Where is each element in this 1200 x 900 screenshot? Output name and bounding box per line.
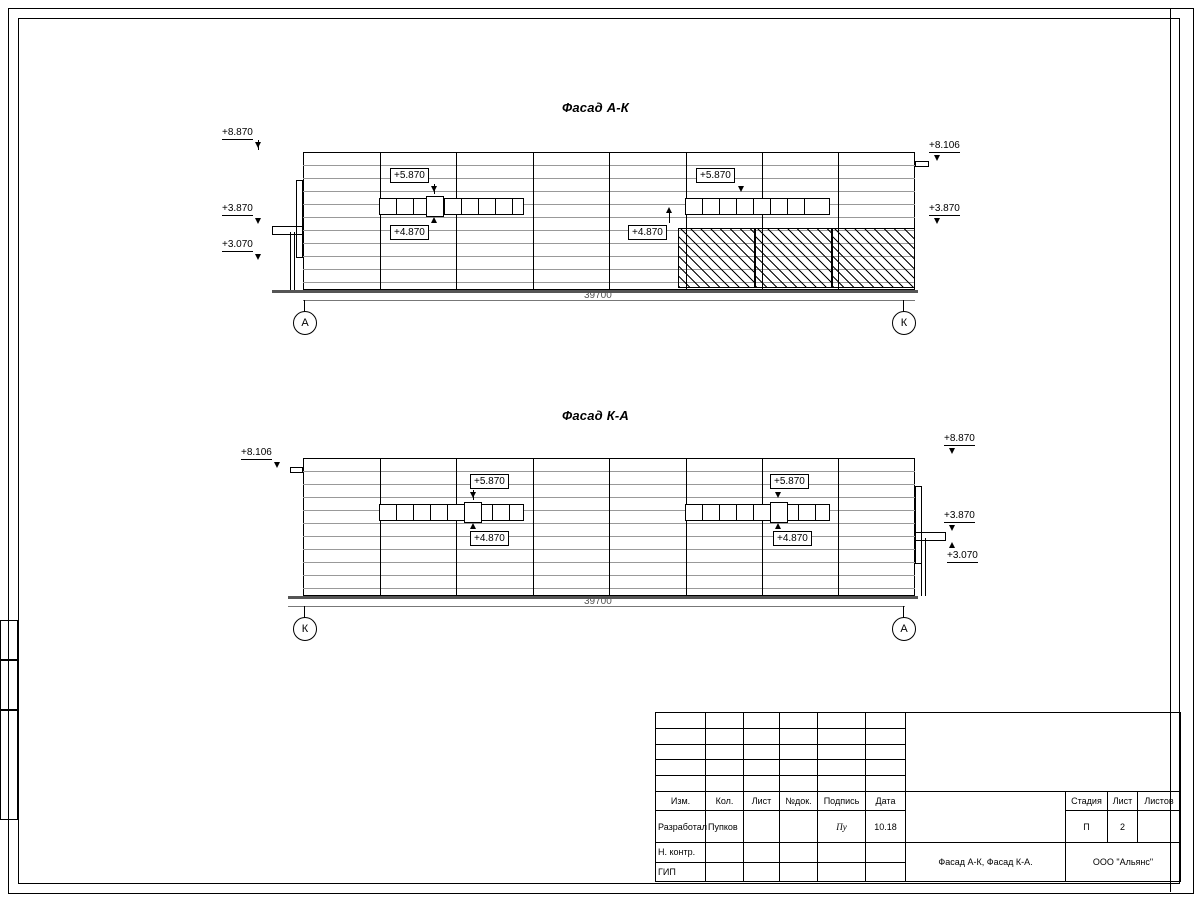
facade-2-window-mullion <box>736 504 737 521</box>
facade-2-axis-bubble-right: А <box>892 617 916 641</box>
facade-2-level-inner-4: +4.870 <box>773 531 812 546</box>
facade-1-window-mullion <box>719 198 720 215</box>
facade-1-window-mullion <box>753 198 754 215</box>
left-stamp-cell-2 <box>0 660 18 710</box>
facade-2-level-arrow <box>949 542 955 548</box>
stamp-blank <box>818 776 866 792</box>
facade-1-window-band-right <box>685 198 830 215</box>
facade-1-window-mullion <box>702 198 703 215</box>
stamp-blank <box>866 744 906 760</box>
facade-2-axis-bubble-left: К <box>293 617 317 641</box>
stamp-ndok-3 <box>780 862 818 882</box>
stamp-ndok-2 <box>780 843 818 862</box>
facade-2-title: Фасад К-А <box>562 408 629 423</box>
stamp-name-3 <box>706 862 744 882</box>
facade-1-window-band-left <box>379 198 524 215</box>
stamp-blank <box>656 760 706 776</box>
facade-1-window-mullion <box>787 198 788 215</box>
stamp-stage-label: Стадия <box>1066 791 1108 810</box>
facade-1-level-arrow <box>934 218 940 224</box>
facade-2-window-mullion <box>509 504 510 521</box>
facade-1-level-left-1: +8.870 <box>222 127 253 138</box>
facade-1-window-mullion <box>444 198 445 215</box>
stamp-blank <box>780 728 818 744</box>
facade-2-window-mullion <box>815 504 816 521</box>
facade-2-level-arrow <box>949 525 955 531</box>
facade-1-column-line <box>456 152 457 290</box>
facade-1-overall-dimension: 39700 <box>584 290 612 301</box>
stamp-company: ООО "Альянс" <box>1066 843 1181 882</box>
facade-1-level-arrow <box>255 254 261 260</box>
facade-1-right-attachment <box>915 161 929 167</box>
facade-2-window-mullion <box>492 504 493 521</box>
facade-2-window-band-left <box>379 504 524 521</box>
stamp-mid-blank <box>906 791 1066 842</box>
stamp-blank <box>780 713 818 729</box>
stamp-signature-3 <box>818 862 866 882</box>
facade-1-left-canopy <box>272 226 303 235</box>
facade-1-left-post <box>294 232 295 290</box>
facade-2-level-right-3: +3.070 <box>947 550 978 561</box>
facade-1-level-left-2: +3.870 <box>222 203 253 214</box>
stamp-blank <box>656 728 706 744</box>
facade-2-column-line <box>609 458 610 596</box>
facade-2-level-arrow <box>775 492 781 498</box>
facade-1-window-mullion <box>512 198 513 215</box>
stamp-date-2 <box>866 843 906 862</box>
facade-2-window-mullion <box>719 504 720 521</box>
facade-1-column-line <box>380 152 381 290</box>
facade-2-window-mullion <box>447 504 448 521</box>
title-block <box>655 712 1180 882</box>
facade-1-level-arrow <box>738 186 744 192</box>
facade-2-door-left <box>464 502 482 523</box>
facade-2-level-inner-2: +4.870 <box>470 531 509 546</box>
facade-2-window-mullion <box>753 504 754 521</box>
facade-2-column-line <box>380 458 381 596</box>
stamp-header-podpis: Подпись <box>818 791 866 810</box>
facade-2-door-right <box>770 502 788 523</box>
stamp-blank <box>744 713 780 729</box>
stamp-blank <box>780 776 818 792</box>
facade-1-level-inner-1: +5.870 <box>390 168 429 183</box>
facade-1-level-arrow <box>255 218 261 224</box>
stamp-blank <box>656 776 706 792</box>
facade-1-window-mullion <box>495 198 496 215</box>
facade-1-level-left-3: +3.070 <box>222 239 253 250</box>
facade-2-level-arrow <box>775 523 781 529</box>
stamp-blank <box>706 728 744 744</box>
facade-1-level-leader <box>434 184 435 194</box>
stamp-sheets-label: Листов <box>1138 791 1181 810</box>
stamp-blank <box>656 713 706 729</box>
facade-2-window-mullion <box>396 504 397 521</box>
facade-1-level-right-2: +3.870 <box>929 203 960 214</box>
facade-2-window-band-right <box>685 504 830 521</box>
stamp-blank <box>818 760 866 776</box>
facade-1-level-arrow <box>934 155 940 161</box>
facade-2-column-line <box>686 458 687 596</box>
stamp-header-list: Лист <box>744 791 780 810</box>
facade-2-overall-dimension: 39700 <box>584 596 612 607</box>
facade-2-level-left-1: +8.106 <box>241 447 272 458</box>
facade-2-level-leader <box>473 490 474 500</box>
facade-1-left-post <box>290 232 291 290</box>
stamp-list-2 <box>744 843 780 862</box>
facade-1-level-leader <box>669 213 670 223</box>
facade-2-column-line <box>838 458 839 596</box>
facade-2-column-line <box>456 458 457 596</box>
facade-1-hatched-panel <box>678 228 755 288</box>
facade-1-left-attachment <box>296 180 303 258</box>
facade-2-level-arrow <box>470 523 476 529</box>
stamp-list-3 <box>744 862 780 882</box>
stamp-blank <box>780 760 818 776</box>
facade-2-window-mullion <box>413 504 414 521</box>
stamp-blank <box>866 760 906 776</box>
facade-1-hatched-panel <box>832 228 915 288</box>
stamp-date-3 <box>866 862 906 882</box>
facade-1-title: Фасад А-К <box>562 100 629 115</box>
stamp-list-1 <box>744 811 780 843</box>
stamp-ndok-1 <box>780 811 818 843</box>
stamp-name-1: Пупков <box>706 811 744 843</box>
facade-2-level-arrow <box>949 448 955 454</box>
facade-1-window-mullion <box>736 198 737 215</box>
facade-1-door-left <box>426 196 444 217</box>
facade-2-window-mullion <box>702 504 703 521</box>
stamp-blank <box>818 744 866 760</box>
stamp-header-data: Дата <box>866 791 906 810</box>
facade-1-axis-bubble-right: К <box>892 311 916 335</box>
stamp-role-1: Разработал <box>656 811 706 843</box>
facade-1-window-mullion <box>770 198 771 215</box>
stamp-signature-2 <box>818 843 866 862</box>
facade-1-window-mullion <box>461 198 462 215</box>
stamp-sheet-label: Лист <box>1108 791 1138 810</box>
stamp-role-2: Н. контр. <box>656 843 706 862</box>
stamp-blank <box>744 776 780 792</box>
stamp-blank <box>706 776 744 792</box>
stamp-blank <box>780 744 818 760</box>
facade-2-left-attachment <box>290 467 303 473</box>
facade-1-level-inner-3: +5.870 <box>696 168 735 183</box>
facade-2-column-line <box>762 458 763 596</box>
facade-2-right-post <box>925 538 926 596</box>
stamp-blank <box>818 728 866 744</box>
facade-1-window-mullion <box>396 198 397 215</box>
stamp-blank <box>818 713 866 729</box>
stamp-blank <box>706 744 744 760</box>
stamp-blank <box>866 728 906 744</box>
facade-1-window-mullion <box>413 198 414 215</box>
stamp-date-1: 10.18 <box>866 811 906 843</box>
facade-2-window-mullion <box>798 504 799 521</box>
stamp-signature-1: Пу <box>818 811 866 843</box>
facade-1-column-line <box>533 152 534 290</box>
stamp-blank <box>744 760 780 776</box>
stamp-blank <box>744 744 780 760</box>
facade-1-level-inner-2: +4.870 <box>390 225 429 240</box>
stamp-sheet-value: 2 <box>1108 811 1138 843</box>
stamp-blank <box>866 713 906 729</box>
stamp-blank <box>656 744 706 760</box>
facade-2-level-inner-1: +5.870 <box>470 474 509 489</box>
facade-2-level-arrow <box>274 462 280 468</box>
left-stamp-cell-1 <box>0 620 18 660</box>
facade-2-level-right-2: +3.870 <box>944 510 975 521</box>
facade-2-right-post <box>921 538 922 596</box>
facade-1-level-arrow <box>431 217 437 223</box>
facade-1-level-inner-4: +4.870 <box>628 225 667 240</box>
stamp-header-izm: Изм. <box>656 791 706 810</box>
facade-2-column-line <box>533 458 534 596</box>
stamp-name-2 <box>706 843 744 862</box>
facade-1-level-leader <box>258 140 259 150</box>
stamp-blank <box>866 776 906 792</box>
stamp-blank <box>706 760 744 776</box>
stamp-blank <box>744 728 780 744</box>
facade-2-right-canopy <box>915 532 946 541</box>
stamp-top-right-blank <box>906 713 1181 792</box>
stamp-blank <box>706 713 744 729</box>
facade-2-level-right-1: +8.870 <box>944 433 975 444</box>
stamp-stage-value: П <box>1066 811 1108 843</box>
stamp-role-3: ГИП <box>656 862 706 882</box>
facade-2-window-mullion <box>430 504 431 521</box>
stamp-sheets-value <box>1138 811 1181 843</box>
stamp-header-kol: Кол. <box>706 791 744 810</box>
facade-1-axis-bubble-left: А <box>293 311 317 335</box>
facade-1-window-mullion <box>804 198 805 215</box>
facade-1-column-line <box>609 152 610 290</box>
facade-2-level-inner-3: +5.870 <box>770 474 809 489</box>
stamp-drawing-name: Фасад А-К, Фасад К-А. <box>906 843 1066 882</box>
facade-1-hatched-panel <box>755 228 832 288</box>
facade-1-window-mullion <box>478 198 479 215</box>
facade-1-level-right-1: +8.106 <box>929 140 960 151</box>
stamp-header-ndok: №док. <box>780 791 818 810</box>
left-stamp-cell-3 <box>0 710 18 820</box>
